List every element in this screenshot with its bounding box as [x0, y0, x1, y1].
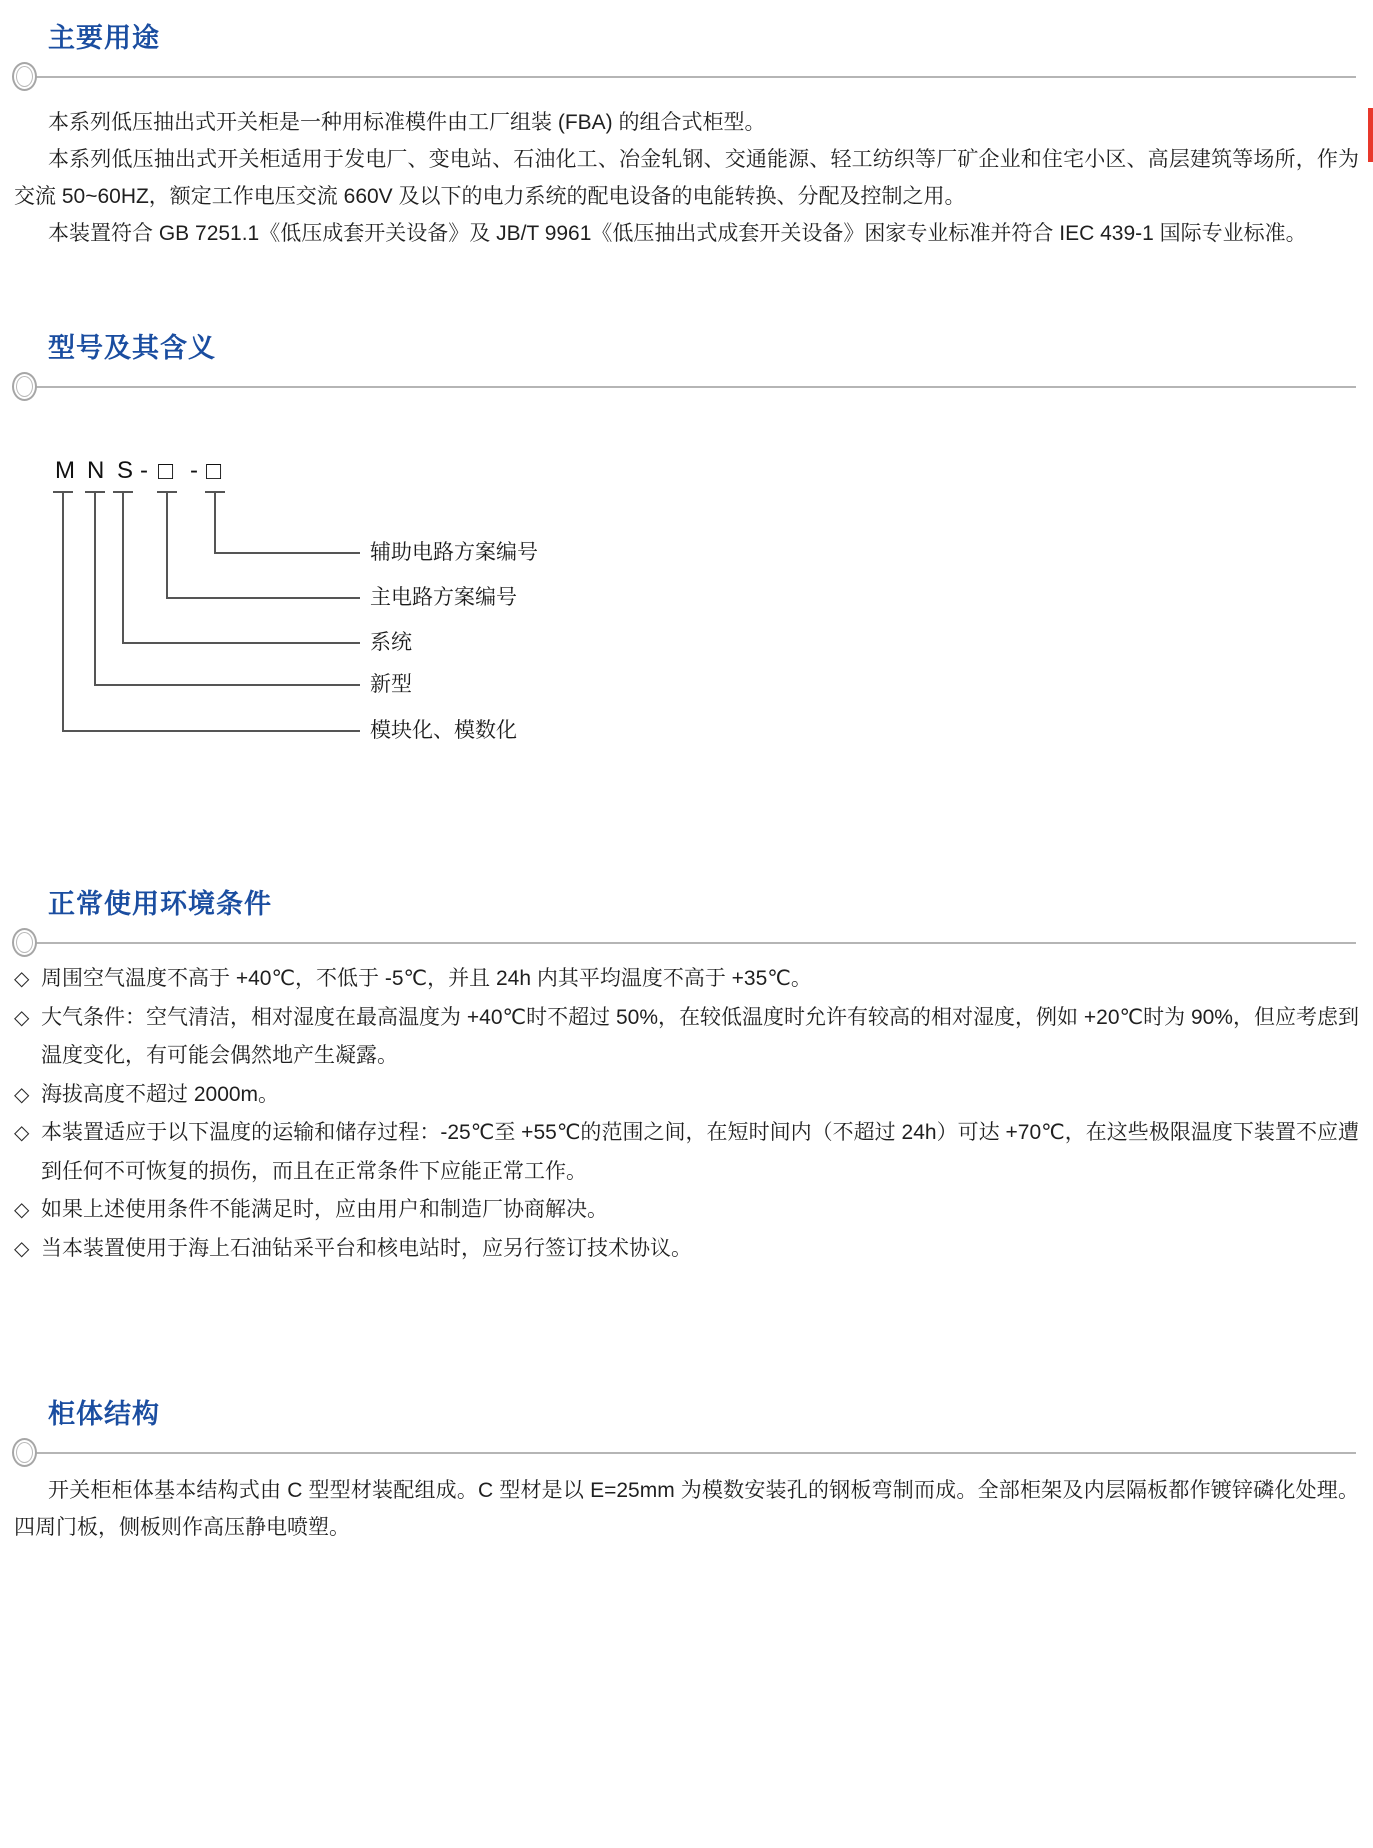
list-item [14, 1076, 1359, 1115]
ring-icon [12, 1438, 37, 1467]
section-divider [0, 1438, 1373, 1468]
section-title: 正常使用环境条件 [48, 889, 272, 919]
section-title: 主要用途 [48, 23, 160, 53]
section-body [14, 104, 1359, 252]
section-body [14, 1472, 1359, 1546]
list-item-text: 当本装置使用于海上石油钻采平台和核电站时，应另行签订技术协议。 [41, 1236, 692, 1260]
diamond-bullet-icon: ◇ [14, 1199, 30, 1221]
list-item [14, 960, 1359, 999]
diagram-label-modular: 模块化、模数化 [370, 719, 517, 742]
diagram-placeholder-box: □ [206, 457, 222, 485]
list-item [14, 1230, 1359, 1269]
section-cabinet-structure [0, 1398, 1373, 1546]
list-item-text: 如果上述使用条件不能满足时，应由用户和制造厂协商解决。 [41, 1198, 608, 1221]
list-item [14, 1114, 1359, 1191]
section-divider [0, 372, 1373, 402]
paragraph: 本系列低压抽出式开关柜适用于发电厂、变电站、石油化工、冶金轧钢、交通能源、轻工纺织等厂矿企业和住宅小区、高层建筑等场所，作为交流 50~60HZ，额定工作电压交流 660V 及以下的电力系统的配电设备的电能转换、分配及控制之用。 [14, 148, 1359, 208]
list-item-text: 本装置适应于以下温度的运输和储存过程：-25℃至 +55℃的范围之间，在短时间内（不超过 24h）可达 +70℃，在这些极限温度下装置不应遭到任何不可恢复的损伤，而且在正常条件下应能正常工作。 [41, 1121, 1359, 1183]
section-operating-conditions [0, 888, 1373, 1268]
section-divider [0, 62, 1373, 92]
diamond-bullet-icon: ◇ [14, 1006, 30, 1029]
diagram-symbol: N [87, 457, 105, 484]
ring-icon [12, 62, 37, 91]
connector-line [166, 597, 360, 599]
connector-line [122, 491, 124, 644]
paragraph: 本装置符合 GB 7251.1《低压成套开关设备》及 JB/T 9961《低压抽出式成套开关设备》困家专业标准并符合 IEC 439-1 国际专业标准。 [48, 222, 1307, 245]
divider-line [30, 76, 1356, 78]
paragraph: 开关柜柜体基本结构式由 C 型型材装配组成。C 型材是以 E=25mm 为模数安装孔的钢板弯制而成。全部柜架及内层隔板都作镀锌磷化处理。四周门板，侧板则作高压静电喷塑。 [14, 1479, 1359, 1539]
section-main-purpose [0, 22, 1373, 252]
list-item-text: 大气条件：空气清洁，相对湿度在最高温度为 +40℃时不超过 50%，在较低温度时允许有较高的相对湿度，例如 +20℃时为 90%，但应考虑到温度变化，有可能会偶然地产生凝露。 [41, 1005, 1359, 1067]
section-divider [0, 928, 1373, 958]
connector-line [62, 491, 64, 732]
connector-line [166, 491, 168, 599]
connector-line [122, 642, 360, 644]
model-designation-diagram [0, 457, 1373, 767]
diamond-bullet-icon: ◇ [14, 1083, 30, 1106]
diagram-symbol: - [190, 457, 198, 484]
list-item-text: 海拔高度不超过 2000m。 [41, 1082, 280, 1106]
diagram-placeholder-box: □ [158, 457, 174, 485]
diamond-bullet-icon: ◇ [14, 1122, 30, 1144]
section-title: 型号及其含义 [48, 333, 216, 363]
diamond-bullet-icon: ◇ [14, 968, 30, 990]
diagram-symbol: S [117, 457, 134, 484]
connector-line [214, 491, 216, 554]
section-model-meaning [0, 332, 1373, 767]
ring-icon [12, 372, 37, 401]
divider-line [30, 1452, 1356, 1454]
ring-icon [12, 928, 37, 957]
paragraph: 本系列低压抽出式开关柜是一种用标准模件由工厂组装 (FBA) 的组合式柜型。 [48, 111, 766, 134]
diagram-label-new-type: 新型 [370, 673, 412, 696]
diagram-label-main-circuit: 主电路方案编号 [370, 586, 517, 609]
divider-line [30, 386, 1356, 388]
diagram-label-system: 系统 [370, 631, 412, 654]
divider-line [30, 942, 1356, 944]
diagram-symbol: - [140, 457, 148, 484]
list-item [14, 999, 1359, 1076]
diagram-label-aux-circuit: 辅助电路方案编号 [370, 541, 538, 564]
connector-line [214, 552, 360, 554]
connector-line [94, 684, 360, 686]
list-item [14, 1191, 1359, 1230]
section-title: 柜体结构 [48, 1399, 160, 1429]
diamond-bullet-icon: ◇ [14, 1237, 30, 1260]
list-item-text: 周围空气温度不高于 +40℃，不低于 -5℃，并且 24h 内其平均温度不高于 +35℃。 [41, 967, 812, 990]
diagram-symbol: M [55, 457, 75, 484]
connector-line [94, 491, 96, 686]
connector-line [62, 730, 360, 732]
conditions-list [14, 960, 1359, 1268]
